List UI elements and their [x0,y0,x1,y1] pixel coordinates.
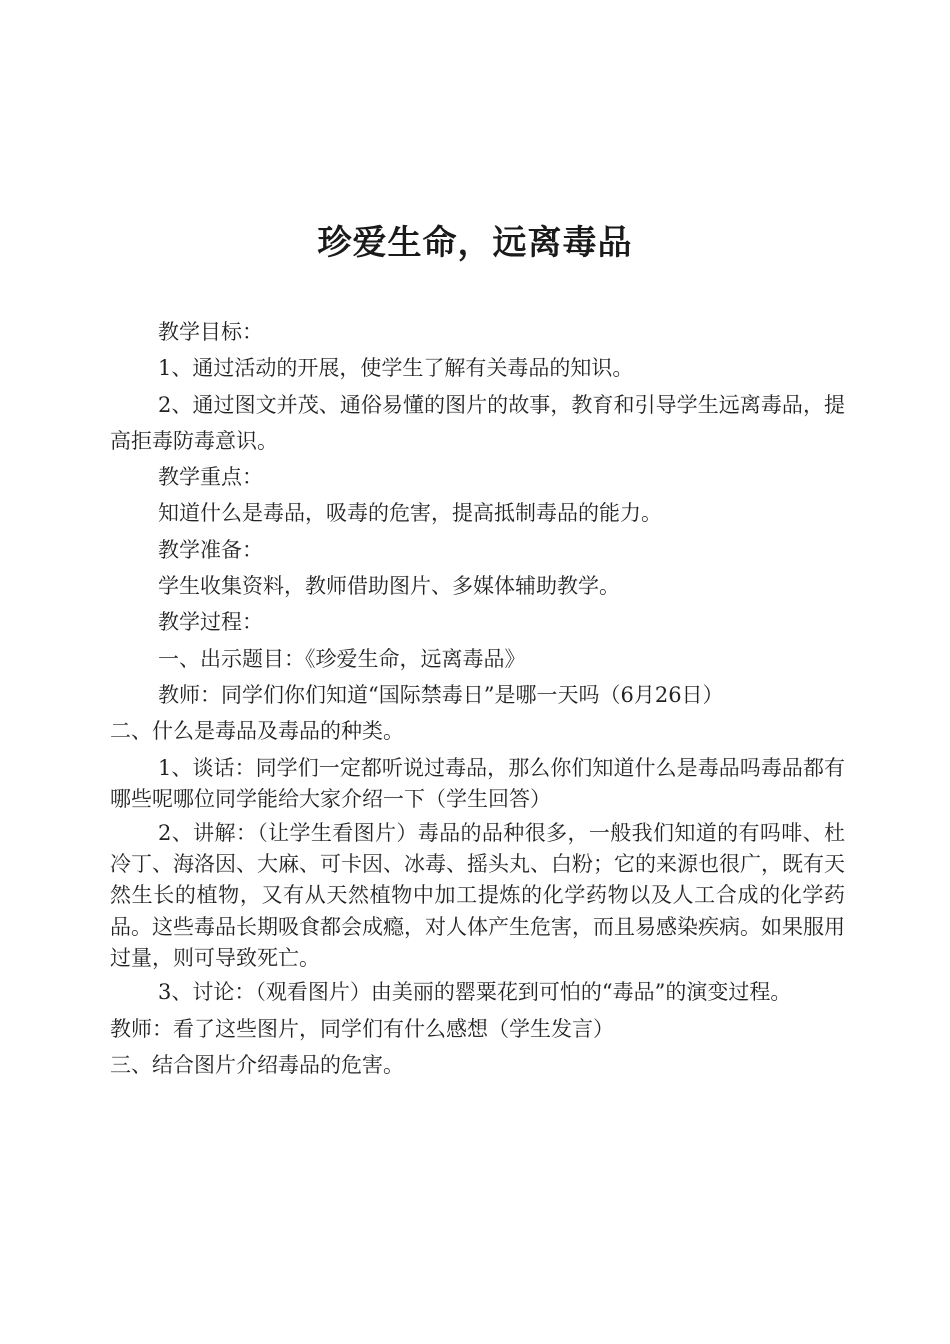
talk-paragraph: 1、谈话：同学们一定都听说过毒品，那么你们知道什么是毒品吗毒品都有哪些呢哪位同学能给大家介绍一下（学生回答） [110,755,845,811]
key-points-text: 知道什么是毒品，吸毒的危害，提高抵制毒品的能力。 [158,501,662,526]
teacher-question-2: 教师：看了这些图片，同学们有什么感想（学生发言） [110,1017,614,1042]
objective-item-1: 1、通过活动的开展，使学生了解有关毒品的知识。 [158,356,634,381]
discussion-paragraph: 3、讨论：（观看图片）由美丽的罂粟花到可怕的“毒品”的演变过程。 [158,979,792,1004]
document-title: 珍爱生命，远离毒品 [317,223,633,263]
process-step-3: 三、结合图片介绍毒品的危害。 [110,1053,404,1078]
preparation-text: 学生收集资料，教师借助图片、多媒体辅助教学。 [158,574,620,599]
objective-item-2: 2、通过图文并茂、通俗易懂的图片的故事，教育和引导学生远离毒品，提高拒毒防毒意识。 [110,392,845,453]
explanation-paragraph: 2、讲解：（让学生看图片）毒品的品种很多，一般我们知道的有吗啡、杜冷丁、海洛因、大麻、可卡因、冰毒、摇头丸、白粉；它的来源也很广，既有天然生长的植物，又有从天然植物中加工提炼的化学药物以及人工合成的化学药品。这些毒品长期吸食都会成瘾，对人体产生危害，而且易感染疾病。如果服用过量，则可导致死亡。 [110,820,845,970]
process-step-2: 二、什么是毒品及毒品的种类。 [110,719,404,744]
section-heading-preparation: 教学准备： [158,537,263,562]
teacher-question-1: 教师：同学们你们知道“国际禁毒日”是哪一天吗（6月26日） [158,682,724,707]
section-heading-key-points: 教学重点： [158,465,263,490]
process-step-1: 一、出示题目：《珍爱生命，远离毒品》 [158,646,526,671]
section-heading-process: 教学过程： [158,610,263,635]
section-heading-objectives: 教学目标： [158,320,263,344]
document-body [110,314,845,1084]
